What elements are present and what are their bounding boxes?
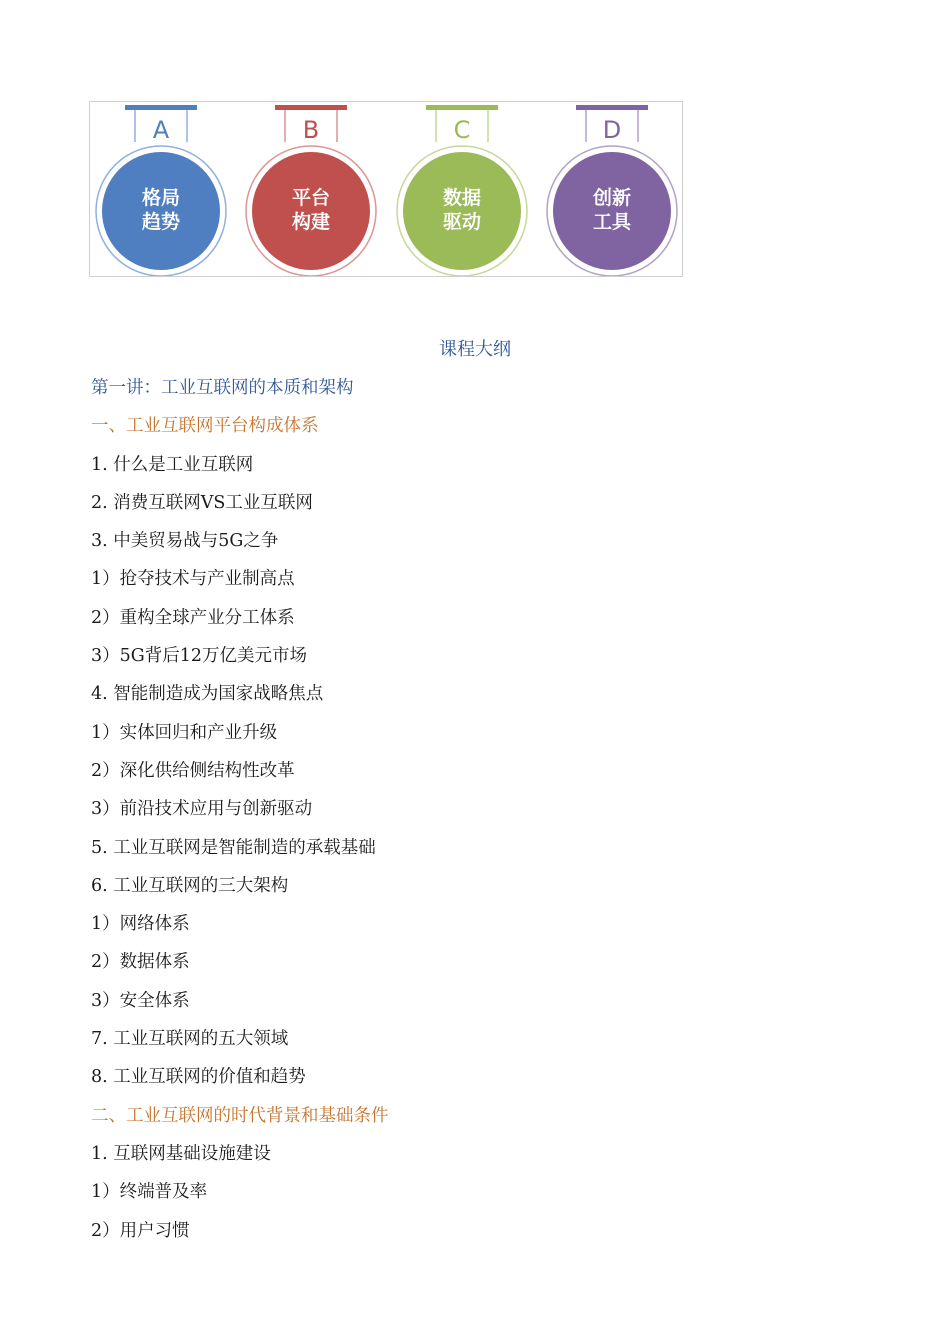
flask-a [96,105,226,276]
flask-rim [125,105,197,110]
outline-item: 1）网络体系 [91,914,190,935]
outline-item: 3）5G背后12万亿美元市场 [91,646,308,667]
flask-rim [426,105,498,110]
flask-graphic [90,102,682,276]
flask-c [397,105,527,276]
flask-rim [275,105,347,110]
outline-item: 2）重构全球产业分工体系 [91,607,295,628]
flask-b [246,105,376,276]
outline-item: 3）前沿技术应用与创新驱动 [91,799,313,820]
outline-title: 课程大纲 [439,339,511,360]
flask-label-line1: 格局 [141,187,181,209]
course-modules-banner [89,101,683,277]
flask-label-line1: 数据 [442,187,482,209]
flask-label-line2: 趋势 [141,211,181,233]
flask-d [547,105,677,276]
outline-item: 2）数据体系 [91,952,190,973]
flask-label-line2: 构建 [291,211,331,233]
outline-item: 2）深化供给侧结构性改革 [91,760,295,781]
outline-item: 4. 智能制造成为国家战略焦点 [91,684,324,705]
outline-item: 1）终端普及率 [91,1182,208,1203]
outline-item: 1）抢夺技术与产业制高点 [91,569,295,590]
flask-letter: B [302,116,320,144]
flask-label-line1: 平台 [291,187,331,209]
outline-item: 5. 工业互联网是智能制造的承载基础 [91,837,376,858]
flask-label-line2: 工具 [592,211,632,233]
flask-rim [576,105,648,110]
outline-item: 3）安全体系 [91,990,190,1011]
flask-letter: D [602,116,622,144]
outline-list [91,376,911,1257]
outline-item: 8. 工业互联网的价值和趋势 [91,1067,306,1088]
flask-label-line2: 驱动 [442,211,482,233]
flask-letter: A [152,116,170,144]
section-heading: 一、工业互联网平台构成体系 [91,416,319,437]
outline-item: 1）实体回归和产业升级 [91,722,278,743]
outline-item: 1. 什么是工业互联网 [91,454,254,475]
outline-item: 2. 消费互联网VS工业互联网 [91,492,313,513]
outline-item: 3. 中美贸易战与5G之争 [91,531,279,552]
outline-item: 1. 互联网基础设施建设 [91,1143,271,1164]
outline-item: 7. 工业互联网的五大领域 [91,1029,289,1050]
flask-letter: C [453,116,471,144]
outline-item: 2）用户习惯 [91,1220,190,1241]
outline-item: 6. 工业互联网的三大架构 [91,875,289,896]
section-heading: 二、工业互联网的时代背景和基础条件 [91,1105,389,1126]
flask-label-line1: 创新 [592,187,632,209]
chapter-heading: 第一讲：工业互联网的本质和架构 [91,378,354,398]
